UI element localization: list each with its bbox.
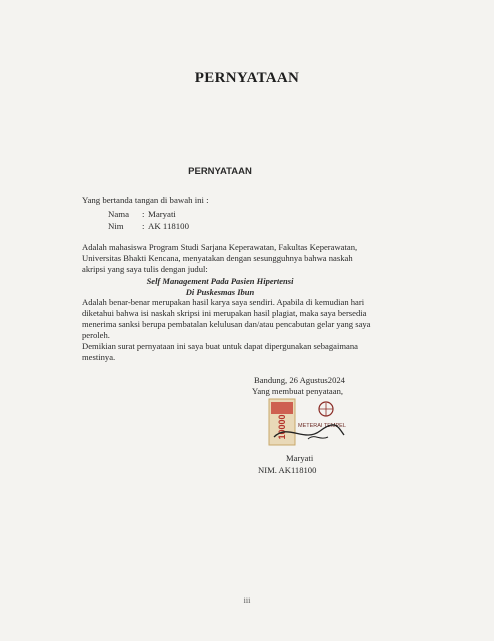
page-title: PERNYATAAN	[194, 70, 300, 86]
paragraph-1	[82, 242, 374, 275]
signature-block	[254, 375, 374, 397]
field-nim-value: AK 118100	[148, 221, 189, 231]
paragraph-2	[82, 297, 374, 341]
field-name-row	[108, 209, 176, 220]
paragraph-2-line: peroleh.	[82, 330, 110, 340]
signature-flourish	[308, 437, 328, 439]
place-date: Bandung, 26 Agustus2024	[254, 375, 345, 385]
paragraph-1-line: Adalah mahasiswa Program Studi Sarjana Keperawatan, Fakultas Keperawatan,	[82, 242, 358, 252]
signer-role: Yang membuat penyataan,	[252, 386, 344, 396]
scanned-statement	[70, 160, 370, 540]
field-nim-sep: :	[142, 221, 145, 231]
field-name-value: Maryati	[148, 209, 176, 219]
signer-name: Maryati	[286, 453, 314, 463]
field-nim-label: Nim	[108, 221, 124, 231]
paragraph-1-line: Universitas Bhakti Kencana, menyatakan dengan sesungguhnya bahwa naskah	[82, 253, 353, 263]
paragraph-1-line: akripsi yang saya tulis dengan judul:	[82, 264, 208, 274]
intro-text: Yang bertanda tangan di bawah ini :	[82, 195, 209, 205]
signer-nim: NIM. AK118100	[258, 465, 317, 475]
paragraph-2-line: menerima sanksi berupa pembatalan kelulusan dan/atau pencabutan gelar yang saya	[82, 319, 371, 329]
paragraph-3-line: mestinya.	[82, 352, 116, 362]
paragraph-2-line: diketahui bahwa isi naskah skripsi ini merupakan hasil plagiat, maka saya bersedia	[82, 308, 367, 318]
meterai-stamp	[268, 397, 348, 449]
paragraph-3-line: Demikian surat pernyataan ini saya buat untuk dapat dipergunakan sebagaimana	[82, 341, 358, 351]
page-number: iii	[243, 596, 251, 605]
field-nim-row	[108, 221, 189, 232]
stamp-label: METERAI TEMPEL	[298, 423, 346, 429]
paragraph-3	[82, 341, 374, 363]
thesis-title-line-1: Self Management Pada Pasien Hipertensi	[146, 276, 294, 286]
statement-title: PERNYATAAN	[188, 166, 252, 177]
paragraph-2-line: Adalah benar-benar merupakan hasil karya saya sendiri. Apabila di kemudian hari	[82, 297, 365, 307]
thesis-title-line-2: Di Puskesmas Ibun	[185, 287, 255, 297]
stamp-value: 10000	[277, 414, 287, 440]
stamp-red-band	[271, 402, 293, 414]
field-name-label: Nama	[108, 209, 130, 219]
field-name-sep: :	[142, 209, 145, 219]
